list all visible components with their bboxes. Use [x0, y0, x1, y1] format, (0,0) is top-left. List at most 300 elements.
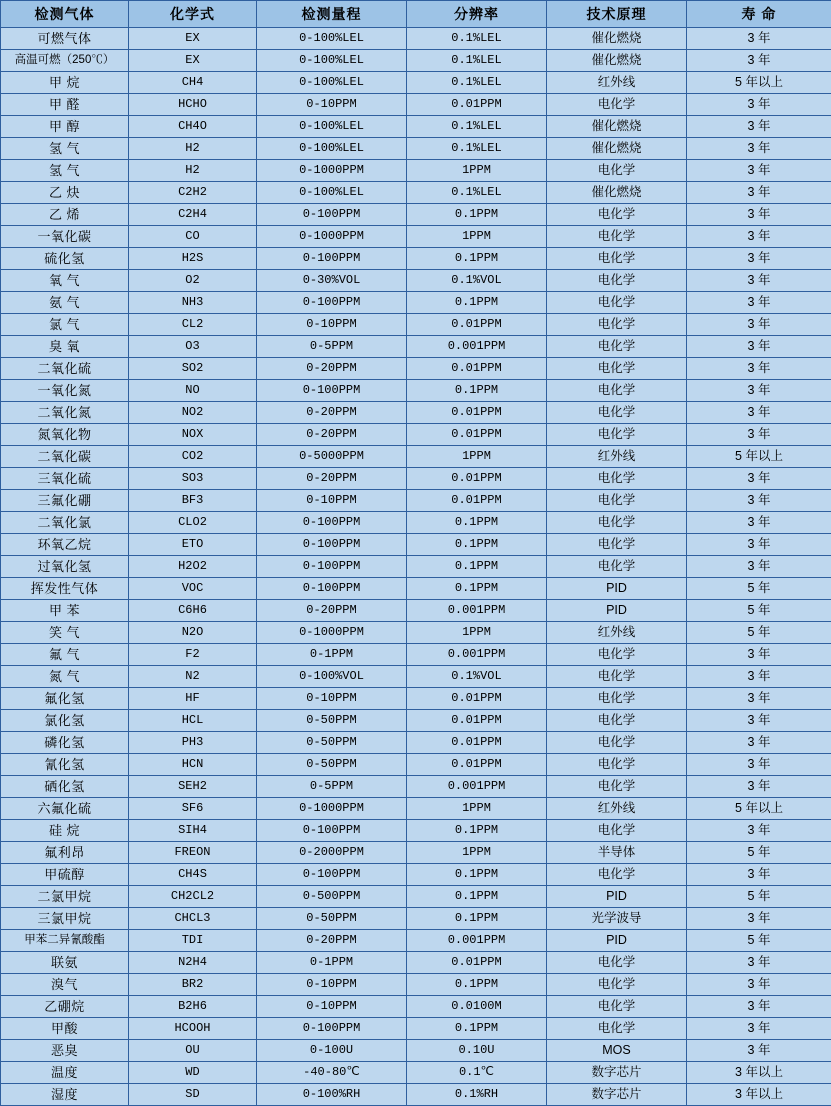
- cell-resolution: 0.01PPM: [407, 314, 547, 336]
- cell-gas-name: 笑 气: [1, 622, 129, 644]
- table-row: [1, 424, 831, 446]
- cell-gas-name: 氢 气: [1, 138, 129, 160]
- cell-resolution: 0.1PPM: [407, 204, 547, 226]
- cell-resolution: 0.1%RH: [407, 1084, 547, 1106]
- cell-range: 0-10PPM: [257, 94, 407, 116]
- table-row: [1, 336, 831, 358]
- table-row: [1, 1084, 831, 1106]
- cell-range: 0-100%LEL: [257, 182, 407, 204]
- cell-lifetime: 5 年: [687, 622, 831, 644]
- table-row: [1, 468, 831, 490]
- cell-gas-name: 氧 气: [1, 270, 129, 292]
- cell-formula: OU: [129, 1040, 257, 1062]
- cell-gas-name: 过氧化氢: [1, 556, 129, 578]
- table-row: [1, 908, 831, 930]
- cell-principle: 电化学: [547, 644, 687, 666]
- cell-resolution: 0.01PPM: [407, 490, 547, 512]
- table-row: [1, 886, 831, 908]
- cell-gas-name: 六氟化硫: [1, 798, 129, 820]
- cell-principle: 催化燃烧: [547, 50, 687, 72]
- cell-gas-name: 氢 气: [1, 160, 129, 182]
- table-row: [1, 820, 831, 842]
- table-row: [1, 380, 831, 402]
- table-row: [1, 182, 831, 204]
- cell-lifetime: 3 年: [687, 314, 831, 336]
- cell-gas-name: 一氧化氮: [1, 380, 129, 402]
- cell-range: 0-1000PPM: [257, 798, 407, 820]
- cell-principle: 电化学: [547, 974, 687, 996]
- cell-lifetime: 3 年: [687, 182, 831, 204]
- cell-formula: FREON: [129, 842, 257, 864]
- cell-lifetime: 3 年: [687, 116, 831, 138]
- table-row: [1, 94, 831, 116]
- table-row: [1, 72, 831, 94]
- cell-gas-name: 二氧化碳: [1, 446, 129, 468]
- cell-principle: MOS: [547, 1040, 687, 1062]
- cell-lifetime: 3 年: [687, 336, 831, 358]
- table-row: [1, 732, 831, 754]
- table-row: [1, 776, 831, 798]
- cell-gas-name: 磷化氢: [1, 732, 129, 754]
- cell-lifetime: 3 年: [687, 644, 831, 666]
- table-row: [1, 270, 831, 292]
- cell-principle: 红外线: [547, 798, 687, 820]
- cell-principle: 光学波导: [547, 908, 687, 930]
- table-row: [1, 138, 831, 160]
- cell-principle: 电化学: [547, 732, 687, 754]
- cell-principle: 红外线: [547, 72, 687, 94]
- cell-resolution: 0.01PPM: [407, 754, 547, 776]
- cell-principle: PID: [547, 578, 687, 600]
- cell-gas-name: 环氧乙烷: [1, 534, 129, 556]
- cell-resolution: 1PPM: [407, 160, 547, 182]
- cell-principle: 电化学: [547, 534, 687, 556]
- table-row: [1, 28, 831, 50]
- cell-principle: 电化学: [547, 402, 687, 424]
- cell-range: 0-100%LEL: [257, 138, 407, 160]
- cell-lifetime: 3 年: [687, 1040, 831, 1062]
- table-row: [1, 710, 831, 732]
- cell-formula: SO2: [129, 358, 257, 380]
- cell-principle: 电化学: [547, 776, 687, 798]
- column-header-lifetime: 寿 命: [687, 1, 831, 28]
- cell-lifetime: 3 年: [687, 28, 831, 50]
- cell-resolution: 1PPM: [407, 842, 547, 864]
- cell-principle: PID: [547, 930, 687, 952]
- cell-resolution: 1PPM: [407, 226, 547, 248]
- cell-range: 0-50PPM: [257, 908, 407, 930]
- cell-formula: SD: [129, 1084, 257, 1106]
- cell-gas-name: 联氨: [1, 952, 129, 974]
- cell-lifetime: 3 年: [687, 468, 831, 490]
- cell-resolution: 0.1PPM: [407, 864, 547, 886]
- cell-principle: 电化学: [547, 952, 687, 974]
- cell-resolution: 0.1℃: [407, 1062, 547, 1084]
- cell-gas-name: 二氧化氯: [1, 512, 129, 534]
- table-row: [1, 358, 831, 380]
- cell-resolution: 0.0100M: [407, 996, 547, 1018]
- table-row: [1, 248, 831, 270]
- cell-range: 0-100PPM: [257, 512, 407, 534]
- cell-lifetime: 3 年: [687, 974, 831, 996]
- cell-gas-name: 乙硼烷: [1, 996, 129, 1018]
- cell-formula: H2: [129, 138, 257, 160]
- cell-lifetime: 3 年: [687, 248, 831, 270]
- cell-resolution: 0.1PPM: [407, 534, 547, 556]
- cell-range: 0-100%LEL: [257, 72, 407, 94]
- cell-principle: 电化学: [547, 380, 687, 402]
- column-header-resolution: 分辨率: [407, 1, 547, 28]
- cell-lifetime: 3 年: [687, 94, 831, 116]
- cell-range: 0-100%RH: [257, 1084, 407, 1106]
- cell-resolution: 0.1PPM: [407, 380, 547, 402]
- table-row: [1, 50, 831, 72]
- cell-formula: CH2CL2: [129, 886, 257, 908]
- cell-gas-name: 甲 醛: [1, 94, 129, 116]
- cell-gas-name: 溴气: [1, 974, 129, 996]
- cell-formula: ETO: [129, 534, 257, 556]
- cell-range: 0-5000PPM: [257, 446, 407, 468]
- cell-formula: EX: [129, 50, 257, 72]
- cell-principle: 电化学: [547, 1018, 687, 1040]
- cell-resolution: 0.01PPM: [407, 358, 547, 380]
- cell-formula: WD: [129, 1062, 257, 1084]
- cell-principle: 电化学: [547, 864, 687, 886]
- cell-lifetime: 3 年: [687, 204, 831, 226]
- cell-gas-name: 乙 烯: [1, 204, 129, 226]
- cell-range: 0-100%VOL: [257, 666, 407, 688]
- cell-formula: F2: [129, 644, 257, 666]
- table-row: [1, 446, 831, 468]
- cell-range: 0-20PPM: [257, 600, 407, 622]
- cell-range: 0-100%LEL: [257, 50, 407, 72]
- cell-lifetime: 5 年: [687, 600, 831, 622]
- cell-gas-name: 乙 炔: [1, 182, 129, 204]
- cell-range: 0-50PPM: [257, 754, 407, 776]
- column-header-formula: 化学式: [129, 1, 257, 28]
- cell-gas-name: 高温可燃（250℃）: [1, 50, 129, 72]
- cell-range: 0-100PPM: [257, 248, 407, 270]
- cell-lifetime: 3 年: [687, 908, 831, 930]
- cell-lifetime: 3 年: [687, 864, 831, 886]
- cell-range: 0-20PPM: [257, 930, 407, 952]
- cell-gas-name: 三氟化硼: [1, 490, 129, 512]
- cell-resolution: 0.01PPM: [407, 94, 547, 116]
- cell-range: 0-1PPM: [257, 952, 407, 974]
- cell-formula: CO: [129, 226, 257, 248]
- cell-range: 0-100PPM: [257, 292, 407, 314]
- cell-formula: CL2: [129, 314, 257, 336]
- cell-formula: NO: [129, 380, 257, 402]
- cell-resolution: 0.001PPM: [407, 930, 547, 952]
- cell-formula: N2: [129, 666, 257, 688]
- cell-formula: SF6: [129, 798, 257, 820]
- table-row: [1, 974, 831, 996]
- cell-gas-name: 可燃气体: [1, 28, 129, 50]
- cell-principle: 电化学: [547, 754, 687, 776]
- cell-formula: HCOOH: [129, 1018, 257, 1040]
- cell-formula: N2H4: [129, 952, 257, 974]
- cell-principle: 红外线: [547, 446, 687, 468]
- cell-lifetime: 3 年: [687, 226, 831, 248]
- cell-principle: PID: [547, 600, 687, 622]
- cell-range: 0-100PPM: [257, 380, 407, 402]
- table-row: [1, 644, 831, 666]
- cell-gas-name: 二氧化氮: [1, 402, 129, 424]
- cell-gas-name: 氟化氢: [1, 688, 129, 710]
- cell-gas-name: 硫化氢: [1, 248, 129, 270]
- cell-range: 0-1000PPM: [257, 622, 407, 644]
- cell-range: 0-10PPM: [257, 996, 407, 1018]
- cell-gas-name: 氮氧化物: [1, 424, 129, 446]
- cell-formula: CH4S: [129, 864, 257, 886]
- table-row: [1, 512, 831, 534]
- cell-lifetime: 3 年: [687, 996, 831, 1018]
- cell-range: 0-1PPM: [257, 644, 407, 666]
- cell-lifetime: 5 年: [687, 886, 831, 908]
- cell-range: 0-10PPM: [257, 974, 407, 996]
- table-row: [1, 1062, 831, 1084]
- cell-principle: 电化学: [547, 490, 687, 512]
- cell-lifetime: 3 年: [687, 710, 831, 732]
- cell-range: 0-1000PPM: [257, 160, 407, 182]
- cell-lifetime: 3 年: [687, 534, 831, 556]
- cell-resolution: 0.1PPM: [407, 974, 547, 996]
- cell-resolution: 0.01PPM: [407, 468, 547, 490]
- table-row: [1, 996, 831, 1018]
- cell-principle: 电化学: [547, 424, 687, 446]
- cell-lifetime: 5 年: [687, 842, 831, 864]
- cell-lifetime: 3 年: [687, 380, 831, 402]
- cell-lifetime: 3 年: [687, 820, 831, 842]
- cell-formula: CH4O: [129, 116, 257, 138]
- cell-principle: 电化学: [547, 468, 687, 490]
- cell-formula: HF: [129, 688, 257, 710]
- cell-range: 0-50PPM: [257, 732, 407, 754]
- cell-principle: 电化学: [547, 512, 687, 534]
- cell-lifetime: 5 年: [687, 930, 831, 952]
- table-row: [1, 1018, 831, 1040]
- cell-range: 0-5PPM: [257, 776, 407, 798]
- cell-formula: SIH4: [129, 820, 257, 842]
- cell-gas-name: 硒化氢: [1, 776, 129, 798]
- cell-lifetime: 3 年: [687, 160, 831, 182]
- cell-gas-name: 温度: [1, 1062, 129, 1084]
- cell-formula: NOX: [129, 424, 257, 446]
- table-row: [1, 314, 831, 336]
- cell-range: 0-10PPM: [257, 314, 407, 336]
- cell-range: 0-100PPM: [257, 556, 407, 578]
- cell-formula: CLO2: [129, 512, 257, 534]
- cell-gas-name: 甲 醇: [1, 116, 129, 138]
- cell-range: 0-100%LEL: [257, 28, 407, 50]
- cell-gas-name: 甲 烷: [1, 72, 129, 94]
- cell-resolution: 0.001PPM: [407, 336, 547, 358]
- cell-principle: 数字芯片: [547, 1084, 687, 1106]
- cell-resolution: 0.1PPM: [407, 886, 547, 908]
- cell-lifetime: 3 年: [687, 402, 831, 424]
- table-row: [1, 666, 831, 688]
- cell-formula: H2O2: [129, 556, 257, 578]
- cell-formula: H2: [129, 160, 257, 182]
- cell-gas-name: 臭 氧: [1, 336, 129, 358]
- cell-range: 0-5PPM: [257, 336, 407, 358]
- cell-lifetime: 3 年: [687, 754, 831, 776]
- cell-lifetime: 3 年: [687, 732, 831, 754]
- table-row: [1, 490, 831, 512]
- cell-resolution: 0.1PPM: [407, 512, 547, 534]
- cell-principle: 电化学: [547, 292, 687, 314]
- cell-resolution: 0.1PPM: [407, 578, 547, 600]
- cell-resolution: 0.1%LEL: [407, 116, 547, 138]
- cell-principle: 催化燃烧: [547, 116, 687, 138]
- cell-resolution: 0.1PPM: [407, 292, 547, 314]
- cell-formula: C2H4: [129, 204, 257, 226]
- cell-principle: 电化学: [547, 666, 687, 688]
- cell-formula: B2H6: [129, 996, 257, 1018]
- cell-resolution: 0.01PPM: [407, 710, 547, 732]
- cell-resolution: 0.1PPM: [407, 1018, 547, 1040]
- cell-principle: 电化学: [547, 358, 687, 380]
- cell-formula: N2O: [129, 622, 257, 644]
- cell-principle: 电化学: [547, 226, 687, 248]
- cell-principle: 电化学: [547, 160, 687, 182]
- cell-lifetime: 3 年: [687, 490, 831, 512]
- cell-resolution: 0.1%LEL: [407, 50, 547, 72]
- table-row: [1, 688, 831, 710]
- cell-resolution: 0.1%LEL: [407, 138, 547, 160]
- cell-principle: 电化学: [547, 248, 687, 270]
- cell-formula: NO2: [129, 402, 257, 424]
- table-row: [1, 292, 831, 314]
- cell-resolution: 1PPM: [407, 446, 547, 468]
- cell-lifetime: 5 年: [687, 578, 831, 600]
- cell-range: 0-50PPM: [257, 710, 407, 732]
- column-header-principle: 技术原理: [547, 1, 687, 28]
- cell-formula: CO2: [129, 446, 257, 468]
- cell-range: 0-500PPM: [257, 886, 407, 908]
- cell-lifetime: 3 年: [687, 50, 831, 72]
- cell-range: 0-20PPM: [257, 402, 407, 424]
- cell-resolution: 0.1PPM: [407, 248, 547, 270]
- cell-resolution: 1PPM: [407, 798, 547, 820]
- cell-range: 0-30%VOL: [257, 270, 407, 292]
- table-row: [1, 930, 831, 952]
- cell-lifetime: 3 年: [687, 688, 831, 710]
- cell-resolution: 0.01PPM: [407, 952, 547, 974]
- cell-resolution: 0.1PPM: [407, 556, 547, 578]
- cell-principle: 催化燃烧: [547, 182, 687, 204]
- table-row: [1, 578, 831, 600]
- cell-gas-name: 湿度: [1, 1084, 129, 1106]
- cell-range: 0-100PPM: [257, 204, 407, 226]
- table-row: [1, 842, 831, 864]
- cell-principle: 电化学: [547, 688, 687, 710]
- cell-resolution: 0.1%VOL: [407, 270, 547, 292]
- cell-lifetime: 3 年以上: [687, 1084, 831, 1106]
- cell-resolution: 0.01PPM: [407, 732, 547, 754]
- cell-gas-name: 氰化氢: [1, 754, 129, 776]
- table-row: [1, 864, 831, 886]
- cell-resolution: 0.01PPM: [407, 402, 547, 424]
- cell-lifetime: 3 年: [687, 358, 831, 380]
- table-row: [1, 160, 831, 182]
- table-row: [1, 534, 831, 556]
- cell-formula: C6H6: [129, 600, 257, 622]
- cell-lifetime: 3 年以上: [687, 1062, 831, 1084]
- cell-principle: 电化学: [547, 204, 687, 226]
- cell-range: 0-100%LEL: [257, 116, 407, 138]
- cell-formula: HCL: [129, 710, 257, 732]
- cell-resolution: 0.001PPM: [407, 644, 547, 666]
- cell-formula: O2: [129, 270, 257, 292]
- cell-principle: 电化学: [547, 314, 687, 336]
- cell-principle: 电化学: [547, 556, 687, 578]
- cell-formula: BR2: [129, 974, 257, 996]
- cell-lifetime: 5 年以上: [687, 798, 831, 820]
- cell-gas-name: 氯化氢: [1, 710, 129, 732]
- cell-resolution: 0.1PPM: [407, 820, 547, 842]
- cell-gas-name: 恶臭: [1, 1040, 129, 1062]
- table-row: [1, 952, 831, 974]
- cell-resolution: 0.1%VOL: [407, 666, 547, 688]
- cell-range: 0-10PPM: [257, 490, 407, 512]
- cell-lifetime: 3 年: [687, 512, 831, 534]
- cell-range: 0-2000PPM: [257, 842, 407, 864]
- cell-formula: HCN: [129, 754, 257, 776]
- cell-formula: CH4: [129, 72, 257, 94]
- cell-lifetime: 3 年: [687, 270, 831, 292]
- cell-resolution: 0.10U: [407, 1040, 547, 1062]
- cell-formula: SEH2: [129, 776, 257, 798]
- column-header-range: 检测量程: [257, 1, 407, 28]
- cell-formula: NH3: [129, 292, 257, 314]
- cell-principle: 电化学: [547, 820, 687, 842]
- table-row: [1, 402, 831, 424]
- cell-lifetime: 5 年以上: [687, 72, 831, 94]
- cell-gas-name: 三氧化硫: [1, 468, 129, 490]
- cell-resolution: 0.001PPM: [407, 600, 547, 622]
- table-row: [1, 204, 831, 226]
- cell-principle: 数字芯片: [547, 1062, 687, 1084]
- cell-formula: C2H2: [129, 182, 257, 204]
- cell-lifetime: 3 年: [687, 556, 831, 578]
- cell-principle: 催化燃烧: [547, 28, 687, 50]
- cell-formula: BF3: [129, 490, 257, 512]
- cell-range: 0-100PPM: [257, 534, 407, 556]
- cell-principle: 电化学: [547, 270, 687, 292]
- cell-formula: CHCL3: [129, 908, 257, 930]
- cell-lifetime: 3 年: [687, 292, 831, 314]
- table-row: [1, 754, 831, 776]
- cell-resolution: 0.01PPM: [407, 688, 547, 710]
- cell-formula: H2S: [129, 248, 257, 270]
- table-row: [1, 798, 831, 820]
- cell-resolution: 0.01PPM: [407, 424, 547, 446]
- cell-gas-name: 甲苯二异氰酸酯: [1, 930, 129, 952]
- cell-resolution: 1PPM: [407, 622, 547, 644]
- cell-principle: PID: [547, 886, 687, 908]
- cell-gas-name: 氟利昂: [1, 842, 129, 864]
- cell-gas-name: 甲 苯: [1, 600, 129, 622]
- cell-resolution: 0.1%LEL: [407, 28, 547, 50]
- cell-lifetime: 3 年: [687, 424, 831, 446]
- cell-gas-name: 甲酸: [1, 1018, 129, 1040]
- cell-formula: EX: [129, 28, 257, 50]
- cell-principle: 电化学: [547, 94, 687, 116]
- cell-range: 0-1000PPM: [257, 226, 407, 248]
- cell-lifetime: 3 年: [687, 952, 831, 974]
